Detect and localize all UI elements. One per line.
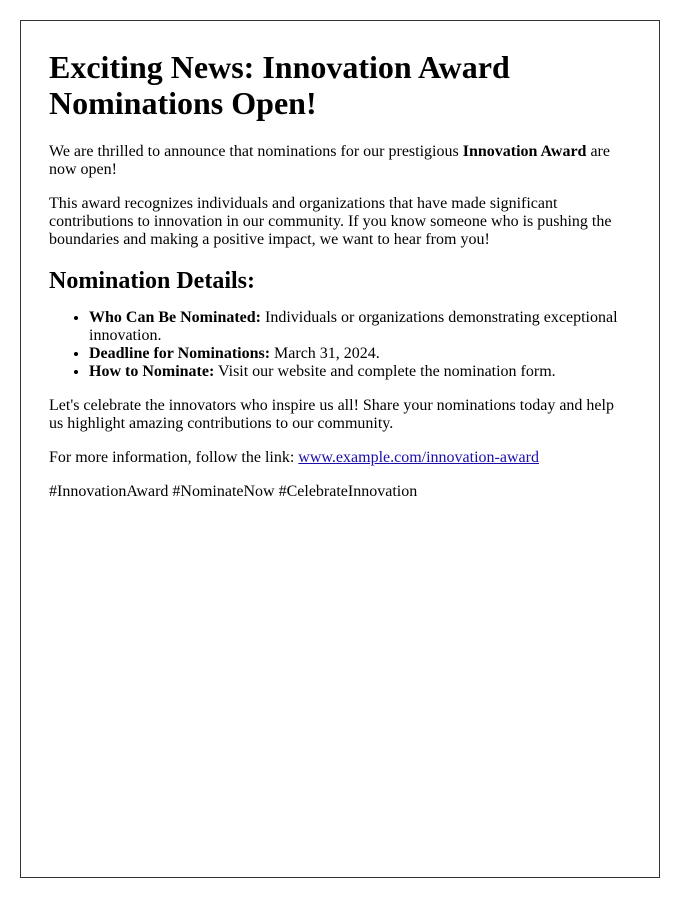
intro-text-after: are now open! — [49, 143, 610, 178]
list-item — [89, 345, 631, 363]
intro-paragraph — [49, 143, 631, 179]
list-item — [89, 363, 631, 381]
item-label: Deadline for Nominations: — [89, 345, 271, 362]
page-title: Exciting News: Innovation Award Nominations Open! — [49, 49, 510, 121]
call-to-action-paragraph: Let's celebrate the innovators who inspire us all! Share your nominations today and help us highlight amazing contributions to our community. — [49, 397, 614, 432]
hashtags: #InnovationAward #NominateNow #CelebrateInnovation — [49, 483, 418, 500]
award-link[interactable]: www.example.com/innovation-award — [298, 449, 539, 466]
list-item — [89, 309, 631, 345]
announcement-document — [20, 20, 660, 878]
item-label: Who Can Be Nominated: — [89, 309, 262, 326]
more-info-paragraph — [49, 449, 631, 467]
details-heading: Nomination Details: — [49, 268, 255, 294]
details-list — [49, 309, 631, 381]
item-text: Visit our website and complete the nomination form. — [214, 363, 556, 380]
item-label: How to Nominate: — [89, 363, 215, 380]
more-info-text: For more information, follow the link: — [49, 449, 299, 466]
intro-text-before: We are thrilled to announce that nominations for our prestigious — [49, 143, 463, 160]
item-text: Individuals or organizations demonstrating exceptional innovation. — [89, 309, 618, 344]
description-paragraph: This award recognizes individuals and organizations that have made significant contributions to innovation in our community. If you know someone who is pushing the boundaries and making a positive impact, we want to hear from you! — [49, 195, 612, 248]
item-text: March 31, 2024. — [270, 345, 380, 362]
award-name: Innovation Award — [462, 143, 587, 160]
